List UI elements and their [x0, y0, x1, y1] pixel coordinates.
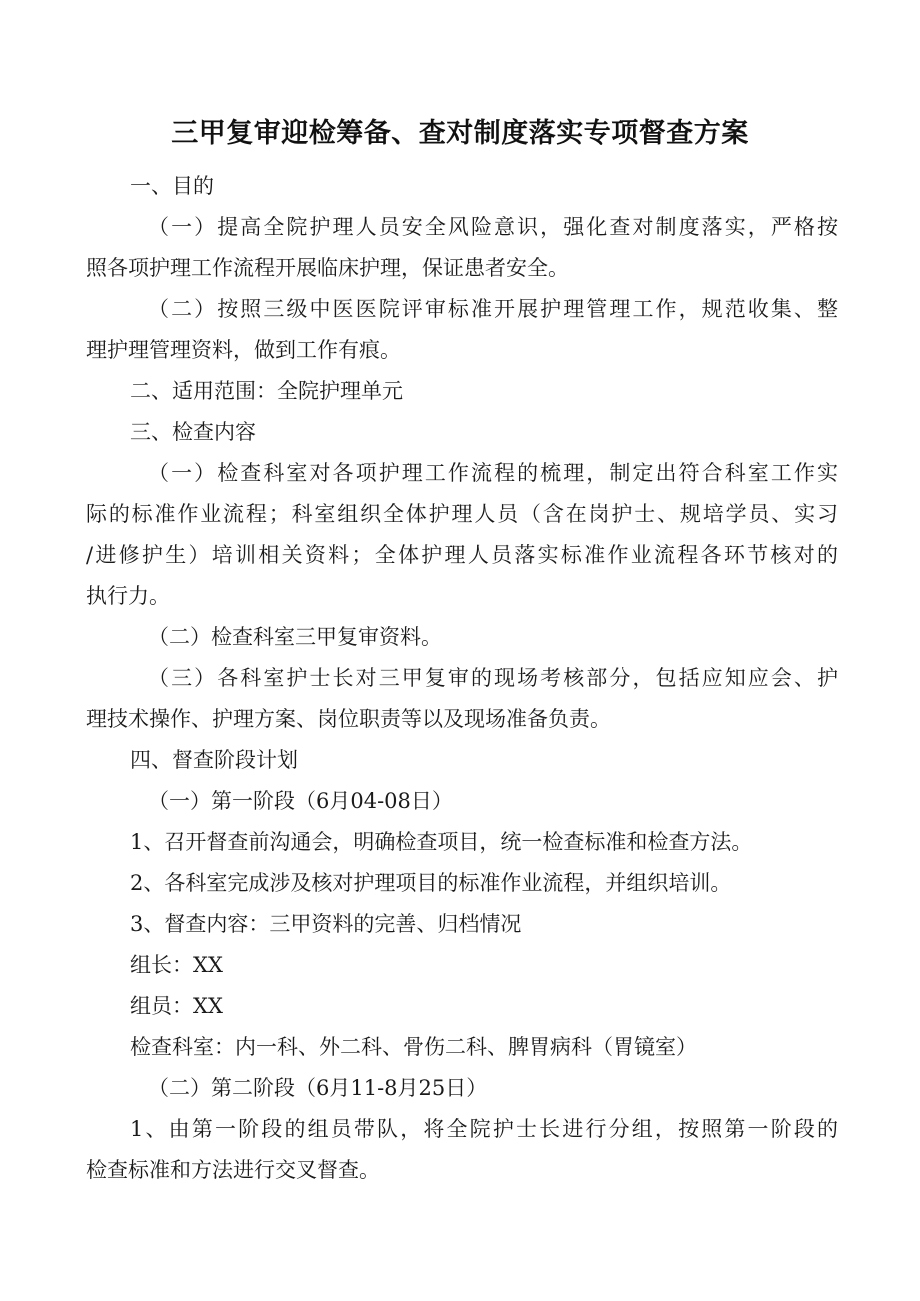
content-item-1-line-2: 际的标准作业流程；科室组织全体护理人员（含在岗护士、规培学员、实习	[86, 502, 838, 526]
plan-stage-2-item-1-line-2: 检查标准和方法进行交叉督查。	[86, 1158, 380, 1182]
document-title: 三甲复审迎检筹备、查对制度落实专项督查方案	[171, 118, 749, 149]
purpose-item-2-line-1: （二）按照三级中医医院评审标准开展护理管理工作，规范收集、整	[148, 297, 838, 321]
plan-stage-2-item-1-line-1: 1、由第一阶段的组员带队，将全院护士长进行分组，按照第一阶段的	[130, 1117, 838, 1141]
plan-stage-1-item-3: 3、督查内容：三甲资料的完善、归档情况	[130, 912, 522, 936]
heading-plan: 四、督查阶段计划	[130, 748, 298, 772]
heading-inspection-content: 三、检查内容	[130, 420, 256, 444]
purpose-item-1-line-2: 照各项护理工作流程开展临床护理，保证患者安全。	[86, 256, 569, 280]
content-item-3-line-1: （三）各科室护士长对三甲复审的现场考核部分，包括应知应会、护	[148, 666, 838, 690]
content-item-3-line-2: 理技术操作、护理方案、岗位职责等以及现场准备负责。	[86, 707, 611, 731]
heading-scope: 二、适用范围：全院护理单元	[130, 379, 403, 403]
content-item-2: （二）检查科室三甲复审资料。	[148, 625, 442, 649]
purpose-item-2-line-2: 理护理管理资料，做到工作有痕。	[86, 338, 401, 362]
content-item-1-line-1: （一）检查科室对各项护理工作流程的梳理，制定出符合科室工作实	[148, 461, 838, 485]
plan-stage-1-item-1: 1、召开督查前沟通会，明确检查项目，统一检查标准和检查方法。	[130, 830, 753, 854]
plan-stage-1-heading: （一）第一阶段（6月04-08日）	[148, 789, 453, 813]
team-leader: 组长：XX	[130, 953, 223, 977]
inspected-departments: 检查科室：内一科、外二科、骨伤二科、脾胃病科（胃镜室）	[130, 1035, 697, 1059]
content-item-1-line-4: 执行力。	[86, 584, 170, 608]
team-members: 组员：XX	[130, 994, 223, 1018]
plan-stage-2-heading: （二）第二阶段（6月11-8月25日）	[148, 1076, 488, 1100]
plan-stage-1-item-2: 2、各科室完成涉及核对护理项目的标准作业流程，并组织培训。	[130, 871, 732, 895]
purpose-item-1-line-1: （一）提高全院护理人员安全风险意识，强化查对制度落实，严格按	[148, 215, 838, 239]
heading-purpose: 一、目的	[130, 174, 214, 198]
content-item-1-line-3: /进修护生）培训相关资料；全体护理人员落实标准作业流程各环节核对的	[86, 543, 838, 567]
